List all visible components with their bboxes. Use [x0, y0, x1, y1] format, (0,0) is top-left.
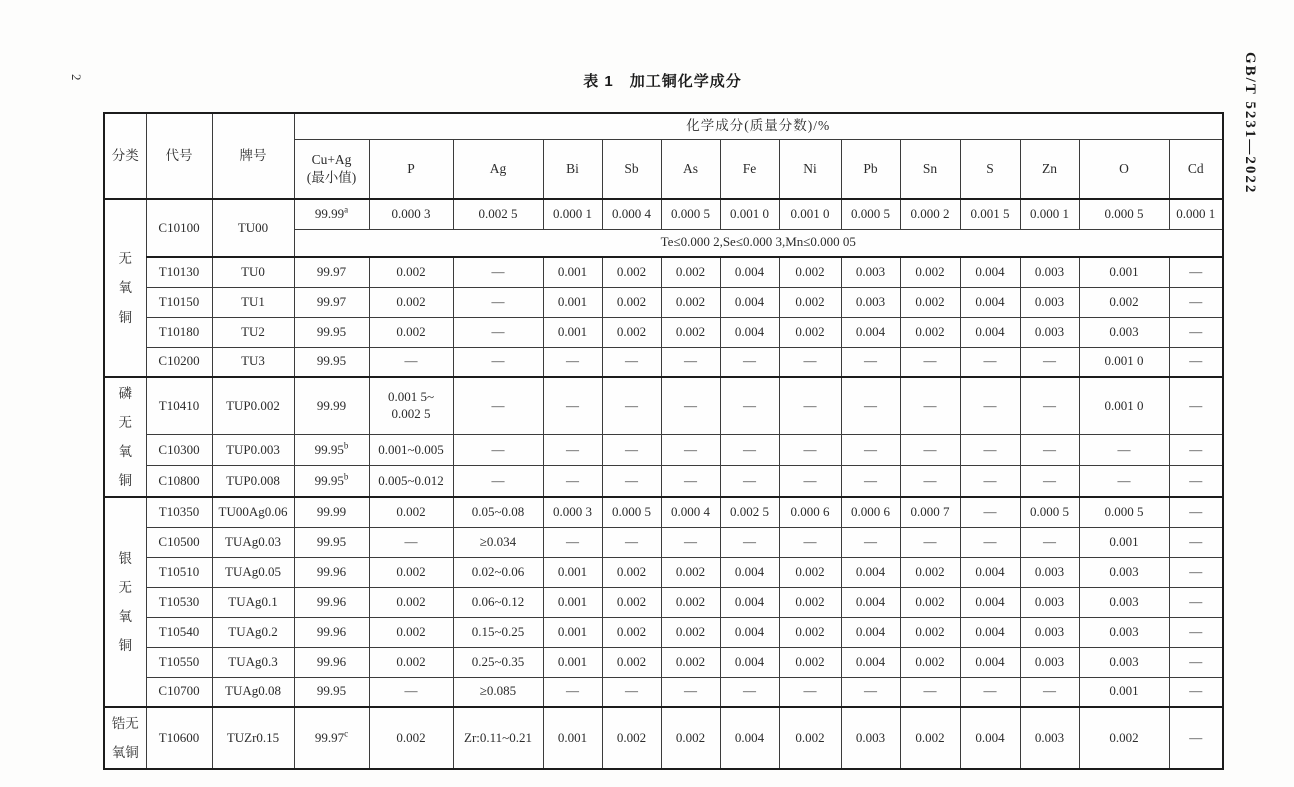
value-cell: 0.002 [779, 287, 841, 317]
value-cell: 0.001 5 [960, 199, 1020, 229]
column-header: Bi [543, 139, 602, 199]
value-cell: 0.001 0 [720, 199, 779, 229]
value-cell: — [661, 347, 720, 377]
value-cell: 0.002 [661, 617, 720, 647]
value-cell: 0.000 3 [369, 199, 453, 229]
value-cell: — [841, 347, 900, 377]
value-cell: 0.000 5 [841, 199, 900, 229]
impurity-note-cell: Te≤0.000 2,Se≤0.000 3,Mn≤0.000 05 [294, 229, 1223, 257]
value-cell: 99.97 [294, 257, 369, 287]
value-cell: — [1020, 377, 1079, 434]
value-cell: 0.003 [1079, 647, 1169, 677]
value-cell: 0.002 [661, 587, 720, 617]
column-header: Ni [779, 139, 841, 199]
code-cell: T10600 [146, 707, 212, 769]
value-cell: — [543, 377, 602, 434]
value-cell: 0.001 [1079, 527, 1169, 557]
code-cell: C10200 [146, 347, 212, 377]
value-cell: 0.000 2 [900, 199, 960, 229]
value-cell: 0.06~0.12 [453, 587, 543, 617]
value-cell: — [1169, 377, 1223, 434]
value-cell: 0.002 [602, 707, 661, 769]
value-cell: 99.96 [294, 617, 369, 647]
value-cell: 0.002 [369, 707, 453, 769]
value-cell: 0.003 [1020, 617, 1079, 647]
value-cell: 99.99 [294, 497, 369, 527]
value-cell: — [1169, 527, 1223, 557]
value-cell: — [661, 466, 720, 497]
column-header: Zn [1020, 139, 1079, 199]
grade-cell: TUZr0.15 [212, 707, 294, 769]
value-cell: 0.002 [661, 557, 720, 587]
value-cell: 0.000 4 [661, 497, 720, 527]
value-cell: 0.000 1 [1020, 199, 1079, 229]
value-cell: 0.001 [543, 317, 602, 347]
value-cell: — [841, 434, 900, 465]
value-cell: 0.003 [1020, 287, 1079, 317]
value-cell: — [779, 527, 841, 557]
value-cell: — [1169, 617, 1223, 647]
value-cell: — [960, 377, 1020, 434]
value-cell: 0.003 [841, 257, 900, 287]
value-cell: 0.000 5 [1079, 199, 1169, 229]
value-cell: — [960, 347, 1020, 377]
value-cell: 0.004 [720, 257, 779, 287]
value-cell: — [779, 434, 841, 465]
column-header: As [661, 139, 720, 199]
value-cell: — [543, 466, 602, 497]
value-cell: — [602, 677, 661, 707]
value-cell: 0.002 [369, 617, 453, 647]
grade-cell: TUAg0.2 [212, 617, 294, 647]
grade-cell: TU00Ag0.06 [212, 497, 294, 527]
value-cell: 0.002 [602, 287, 661, 317]
value-cell: 0.001 0 [779, 199, 841, 229]
value-cell: — [369, 347, 453, 377]
table-title: 表 1 加工铜化学成分 [583, 73, 742, 90]
value-cell: — [900, 466, 960, 497]
grade-cell: TUAg0.3 [212, 647, 294, 677]
value-cell: — [779, 377, 841, 434]
column-header: Sb [602, 139, 661, 199]
value-cell: 99.96 [294, 587, 369, 617]
column-header: 代号 [146, 113, 212, 199]
grade-cell: TUP0.002 [212, 377, 294, 434]
value-cell: 0.001 [543, 257, 602, 287]
code-cell: C10100 [146, 199, 212, 257]
value-cell: — [1169, 347, 1223, 377]
value-cell: 0.000 5 [1020, 497, 1079, 527]
value-cell: 99.97 [294, 287, 369, 317]
value-cell: — [720, 677, 779, 707]
grade-cell: TU3 [212, 347, 294, 377]
value-cell: 0.002 [602, 317, 661, 347]
value-cell: — [960, 677, 1020, 707]
value-cell: 99.95$^b$ [294, 466, 369, 497]
code-cell: T10180 [146, 317, 212, 347]
value-cell: 0.05~0.08 [453, 497, 543, 527]
category-cell: 锆无 氧铜 [104, 707, 146, 769]
value-cell: 99.96 [294, 647, 369, 677]
value-cell: 99.99$^a$ [294, 199, 369, 229]
value-cell: 0.002 [602, 587, 661, 617]
value-cell: 0.004 [960, 617, 1020, 647]
value-cell: 0.001 0 [1079, 347, 1169, 377]
value-cell: 0.003 [1020, 587, 1079, 617]
value-cell: 0.002 [779, 647, 841, 677]
value-cell: — [602, 527, 661, 557]
code-cell: T10530 [146, 587, 212, 617]
column-header: Cu+Ag (最小值) [294, 139, 369, 199]
value-cell: 0.002 5 [453, 199, 543, 229]
column-header: Fe [720, 139, 779, 199]
value-cell: 0.000 7 [900, 497, 960, 527]
value-cell: 0.002 [900, 587, 960, 617]
value-cell: 0.004 [720, 287, 779, 317]
value-cell: 0.003 [1020, 647, 1079, 677]
value-cell: 0.002 [602, 647, 661, 677]
value-cell: 0.002 [900, 617, 960, 647]
value-cell: 0.002 [369, 647, 453, 677]
value-cell: 0.001 5~ 0.002 5 [369, 377, 453, 434]
grade-cell: TUAg0.03 [212, 527, 294, 557]
value-cell: — [960, 466, 1020, 497]
value-cell: ≥0.034 [453, 527, 543, 557]
column-header: O [1079, 139, 1169, 199]
value-cell: — [543, 434, 602, 465]
grade-cell: TUP0.003 [212, 434, 294, 465]
value-cell: 0.000 5 [1079, 497, 1169, 527]
category-cell: 银 无 氧 铜 [104, 497, 146, 707]
value-cell: — [369, 527, 453, 557]
spanner-header: 化学成分(质量分数)/% [294, 113, 1223, 139]
value-cell: 99.96 [294, 557, 369, 587]
code-cell: T10150 [146, 287, 212, 317]
value-cell: — [720, 527, 779, 557]
value-cell: — [1169, 647, 1223, 677]
value-cell: — [453, 257, 543, 287]
value-cell: — [841, 677, 900, 707]
value-cell: 0.004 [720, 707, 779, 769]
column-header: 分类 [104, 113, 146, 199]
code-cell: C10500 [146, 527, 212, 557]
value-cell: 0.002 [900, 287, 960, 317]
value-cell: — [1169, 587, 1223, 617]
value-cell: 0.003 [1020, 557, 1079, 587]
value-cell: 0.002 [369, 317, 453, 347]
value-cell: — [960, 434, 1020, 465]
grade-cell: TUP0.008 [212, 466, 294, 497]
value-cell: — [1169, 466, 1223, 497]
value-cell: 0.002 [369, 287, 453, 317]
value-cell: — [1169, 707, 1223, 769]
column-header: 牌号 [212, 113, 294, 199]
value-cell: — [453, 466, 543, 497]
category-cell: 磷 无 氧 铜 [104, 377, 146, 497]
value-cell: — [960, 527, 1020, 557]
value-cell: 0.004 [841, 317, 900, 347]
value-cell: 0.002 [779, 317, 841, 347]
value-cell: — [779, 677, 841, 707]
value-cell: 0.001 [543, 647, 602, 677]
value-cell: — [543, 527, 602, 557]
value-cell: 0.001 [543, 587, 602, 617]
value-cell: — [1169, 317, 1223, 347]
value-cell: 0.002 [900, 707, 960, 769]
column-header: Sn [900, 139, 960, 199]
value-cell: — [602, 466, 661, 497]
value-cell: — [453, 287, 543, 317]
value-cell: 0.002 [779, 617, 841, 647]
value-cell: 0.004 [960, 707, 1020, 769]
value-cell: 0.002 [661, 647, 720, 677]
code-cell: T10410 [146, 377, 212, 434]
column-header: S [960, 139, 1020, 199]
value-cell: — [1079, 434, 1169, 465]
value-cell: — [1020, 466, 1079, 497]
value-cell: 0.003 [1020, 707, 1079, 769]
grade-cell: TUAg0.1 [212, 587, 294, 617]
value-cell: 0.002 [779, 587, 841, 617]
value-cell: — [661, 434, 720, 465]
value-cell: 0.003 [1079, 617, 1169, 647]
value-cell: 0.002 [779, 557, 841, 587]
standard-code-label: GB/T 5231—2022 [1242, 52, 1258, 195]
value-cell: — [900, 677, 960, 707]
value-cell: — [1169, 434, 1223, 465]
value-cell: 0.004 [960, 287, 1020, 317]
value-cell: — [602, 377, 661, 434]
value-cell: 0.001 0 [1079, 377, 1169, 434]
value-cell: — [841, 377, 900, 434]
column-header: Ag [453, 139, 543, 199]
page-number: 2 [69, 74, 84, 81]
value-cell: 0.003 [1079, 317, 1169, 347]
value-cell: 99.99 [294, 377, 369, 434]
value-cell: 0.02~0.06 [453, 557, 543, 587]
value-cell: 0.004 [841, 587, 900, 617]
value-cell: 0.002 5 [720, 497, 779, 527]
value-cell: — [720, 347, 779, 377]
value-cell: 0.002 [661, 317, 720, 347]
value-cell: 0.001 [543, 707, 602, 769]
value-cell: — [1169, 557, 1223, 587]
value-cell: 0.000 5 [602, 497, 661, 527]
value-cell: 0.002 [900, 647, 960, 677]
value-cell: 0.002 [369, 497, 453, 527]
value-cell: 0.001 [1079, 677, 1169, 707]
value-cell: — [1079, 466, 1169, 497]
value-cell: 0.002 [1079, 707, 1169, 769]
value-cell: — [779, 347, 841, 377]
value-cell: 0.002 [369, 587, 453, 617]
grade-cell: TU1 [212, 287, 294, 317]
value-cell: — [1020, 347, 1079, 377]
value-cell: 0.25~0.35 [453, 647, 543, 677]
column-header: Cd [1169, 139, 1223, 199]
grade-cell: TUAg0.08 [212, 677, 294, 707]
value-cell: 0.003 [1079, 587, 1169, 617]
value-cell: — [369, 677, 453, 707]
value-cell: 0.004 [720, 557, 779, 587]
value-cell: 0.004 [720, 617, 779, 647]
column-header: Pb [841, 139, 900, 199]
category-cell: 无 氧 铜 [104, 199, 146, 377]
value-cell: 0.003 [1020, 257, 1079, 287]
code-cell: C10300 [146, 434, 212, 465]
value-cell: 0.002 [661, 707, 720, 769]
value-cell: — [900, 527, 960, 557]
value-cell: 0.004 [960, 257, 1020, 287]
value-cell: — [453, 377, 543, 434]
value-cell: 0.004 [720, 587, 779, 617]
value-cell: 0.002 [900, 257, 960, 287]
value-cell: 0.001 [1079, 257, 1169, 287]
value-cell: 99.95 [294, 677, 369, 707]
value-cell: — [543, 677, 602, 707]
value-cell: Zr:0.11~0.21 [453, 707, 543, 769]
value-cell: — [841, 527, 900, 557]
grade-cell: TU2 [212, 317, 294, 347]
value-cell: — [841, 466, 900, 497]
value-cell: ≥0.085 [453, 677, 543, 707]
value-cell: 0.000 6 [779, 497, 841, 527]
code-cell: C10800 [146, 466, 212, 497]
value-cell: 0.15~0.25 [453, 617, 543, 647]
value-cell: — [543, 347, 602, 377]
value-cell: — [1020, 527, 1079, 557]
value-cell: 0.002 [900, 317, 960, 347]
value-cell: 99.95 [294, 527, 369, 557]
value-cell: 0.000 1 [543, 199, 602, 229]
value-cell: 0.002 [369, 557, 453, 587]
value-cell: 99.95 [294, 317, 369, 347]
value-cell: 0.004 [720, 647, 779, 677]
value-cell: — [453, 434, 543, 465]
value-cell: 99.95$^b$ [294, 434, 369, 465]
value-cell: — [602, 347, 661, 377]
composition-table [103, 112, 1224, 770]
value-cell: — [602, 434, 661, 465]
value-cell: — [1020, 434, 1079, 465]
value-cell: 0.001 [543, 617, 602, 647]
code-cell: T10540 [146, 617, 212, 647]
value-cell: 0.000 4 [602, 199, 661, 229]
value-cell: 0.002 [779, 257, 841, 287]
value-cell: 0.002 [602, 617, 661, 647]
grade-cell: TUAg0.05 [212, 557, 294, 587]
value-cell: — [1169, 497, 1223, 527]
table-body [104, 199, 1223, 769]
grade-cell: TU0 [212, 257, 294, 287]
value-cell: — [661, 377, 720, 434]
value-cell: — [900, 434, 960, 465]
value-cell: 0.002 [369, 257, 453, 287]
value-cell: 0.002 [900, 557, 960, 587]
value-cell: — [453, 317, 543, 347]
value-cell: — [720, 377, 779, 434]
code-cell: T10510 [146, 557, 212, 587]
code-cell: T10130 [146, 257, 212, 287]
value-cell: 0.003 [1079, 557, 1169, 587]
value-cell: 99.95 [294, 347, 369, 377]
value-cell: 0.001~0.005 [369, 434, 453, 465]
value-cell: — [661, 527, 720, 557]
code-cell: C10700 [146, 677, 212, 707]
value-cell: 99.97$^c$ [294, 707, 369, 769]
value-cell: — [1169, 677, 1223, 707]
value-cell: 0.002 [1079, 287, 1169, 317]
value-cell: 0.004 [960, 557, 1020, 587]
value-cell: 0.003 [841, 287, 900, 317]
column-header: P [369, 139, 453, 199]
value-cell: — [1020, 677, 1079, 707]
value-cell: — [960, 497, 1020, 527]
value-cell: — [720, 434, 779, 465]
value-cell: 0.002 [661, 287, 720, 317]
value-cell: — [900, 377, 960, 434]
value-cell: 0.003 [1020, 317, 1079, 347]
value-cell: — [1169, 287, 1223, 317]
value-cell: — [661, 677, 720, 707]
value-cell: 0.004 [841, 557, 900, 587]
value-cell: — [1169, 257, 1223, 287]
value-cell: — [453, 347, 543, 377]
value-cell: 0.001 [543, 287, 602, 317]
table-header [104, 113, 1223, 199]
value-cell: 0.002 [602, 257, 661, 287]
value-cell: 0.004 [960, 647, 1020, 677]
grade-cell: TU00 [212, 199, 294, 257]
value-cell: — [779, 466, 841, 497]
value-cell: 0.004 [960, 587, 1020, 617]
value-cell: 0.000 1 [1169, 199, 1223, 229]
value-cell: 0.005~0.012 [369, 466, 453, 497]
value-cell: 0.000 5 [661, 199, 720, 229]
code-cell: T10550 [146, 647, 212, 677]
value-cell: 0.004 [960, 317, 1020, 347]
value-cell: 0.004 [720, 317, 779, 347]
value-cell: 0.001 [543, 557, 602, 587]
value-cell: 0.002 [779, 707, 841, 769]
code-cell: T10350 [146, 497, 212, 527]
value-cell: — [720, 466, 779, 497]
value-cell: 0.004 [841, 617, 900, 647]
value-cell: 0.002 [661, 257, 720, 287]
value-cell: 0.000 6 [841, 497, 900, 527]
value-cell: 0.002 [602, 557, 661, 587]
value-cell: 0.000 3 [543, 497, 602, 527]
value-cell: 0.004 [841, 647, 900, 677]
value-cell: — [900, 347, 960, 377]
value-cell: 0.003 [841, 707, 900, 769]
